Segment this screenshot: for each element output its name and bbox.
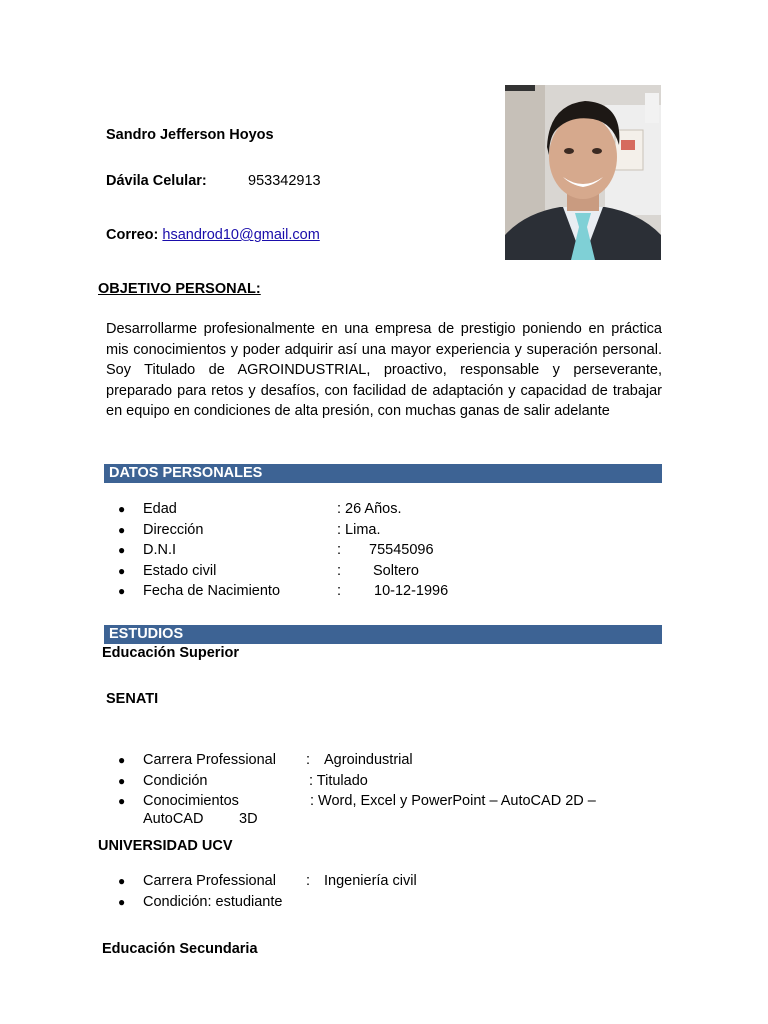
bullet-icon: ● xyxy=(118,522,126,537)
bullet-icon: ● xyxy=(118,773,126,788)
secondary-education-heading: Educación Secundaria xyxy=(102,941,258,957)
item-label: Dirección xyxy=(143,521,204,538)
item-value: 10-12-1996 xyxy=(374,583,449,599)
bullet-icon: ● xyxy=(118,502,126,516)
item-label: Conocimientos xyxy=(143,793,239,809)
item-value: : Word, Excel y PowerPoint – AutoCAD 2D – xyxy=(310,793,596,809)
item-value: Soltero xyxy=(373,562,419,579)
separator: : xyxy=(337,562,342,579)
email-line xyxy=(106,227,320,243)
objective-heading: OBJETIVO PERSONAL: xyxy=(98,281,261,297)
candidate-name: Sandro Jefferson Hoyos xyxy=(106,127,274,143)
separator: : xyxy=(306,752,311,768)
institution-ucv: UNIVERSIDAD UCV xyxy=(98,838,233,854)
separator: : xyxy=(306,873,311,889)
email-link[interactable]: hsandrod10@gmail.com xyxy=(162,227,320,243)
objective-text: Desarrollarme profesionalmente en una empresa de prestigio poniendo en práctica mis conocimientos y poder adquirir así una mayor experiencia y superación personal. Soy Titulado de AGROINDUSTRIAL, proactivo, responsable y perseverante, preparado para retos y desafíos, con facilidad de adaptación y capacidad de trabajar en equipo en condiciones de alta presión, con muchas ganas de salir adelante xyxy=(106,321,662,420)
item-value: : 26 Años. xyxy=(337,501,402,517)
item-label: Carrera Professional xyxy=(143,873,276,889)
item-value: Agroindustrial xyxy=(324,752,413,768)
phone-label: Dávila Celular: xyxy=(106,173,207,189)
item-value: Ingeniería civil xyxy=(324,873,417,889)
bullet-icon: ● xyxy=(118,874,126,888)
bullet-icon: ● xyxy=(118,753,126,767)
separator: : xyxy=(337,542,342,558)
item-value: 3D xyxy=(239,810,258,827)
item-label: Fecha de Nacimiento xyxy=(143,583,281,599)
item-value: : Lima. xyxy=(337,521,381,538)
bullet-icon: ● xyxy=(118,794,126,808)
item-value: : Titulado xyxy=(309,772,368,789)
item-label: Estado civil xyxy=(143,562,217,579)
item-label: Condición xyxy=(143,772,208,789)
email-label: Correo: xyxy=(106,227,159,243)
institution-senati: SENATI xyxy=(106,691,159,707)
bullet-icon: ● xyxy=(118,563,126,578)
item-label: AutoCAD xyxy=(143,810,204,827)
phone-number: 953342913 xyxy=(248,173,321,189)
section-personal-data: DATOS PERSONALES xyxy=(104,464,662,483)
separator: : xyxy=(337,583,342,599)
bullet-icon: ● xyxy=(118,584,126,598)
item-label: Carrera Professional xyxy=(143,752,276,768)
section-studies: ESTUDIOS xyxy=(104,625,662,644)
item-label: D.N.I xyxy=(143,542,177,558)
higher-education-heading: Educación Superior xyxy=(102,645,239,661)
item-label: Edad xyxy=(143,501,177,517)
profile-photo xyxy=(505,85,661,260)
item-label: Condición: estudiante xyxy=(143,893,283,910)
bullet-icon: ● xyxy=(118,894,126,909)
item-value: 75545096 xyxy=(369,542,434,558)
bullet-icon: ● xyxy=(118,543,126,557)
